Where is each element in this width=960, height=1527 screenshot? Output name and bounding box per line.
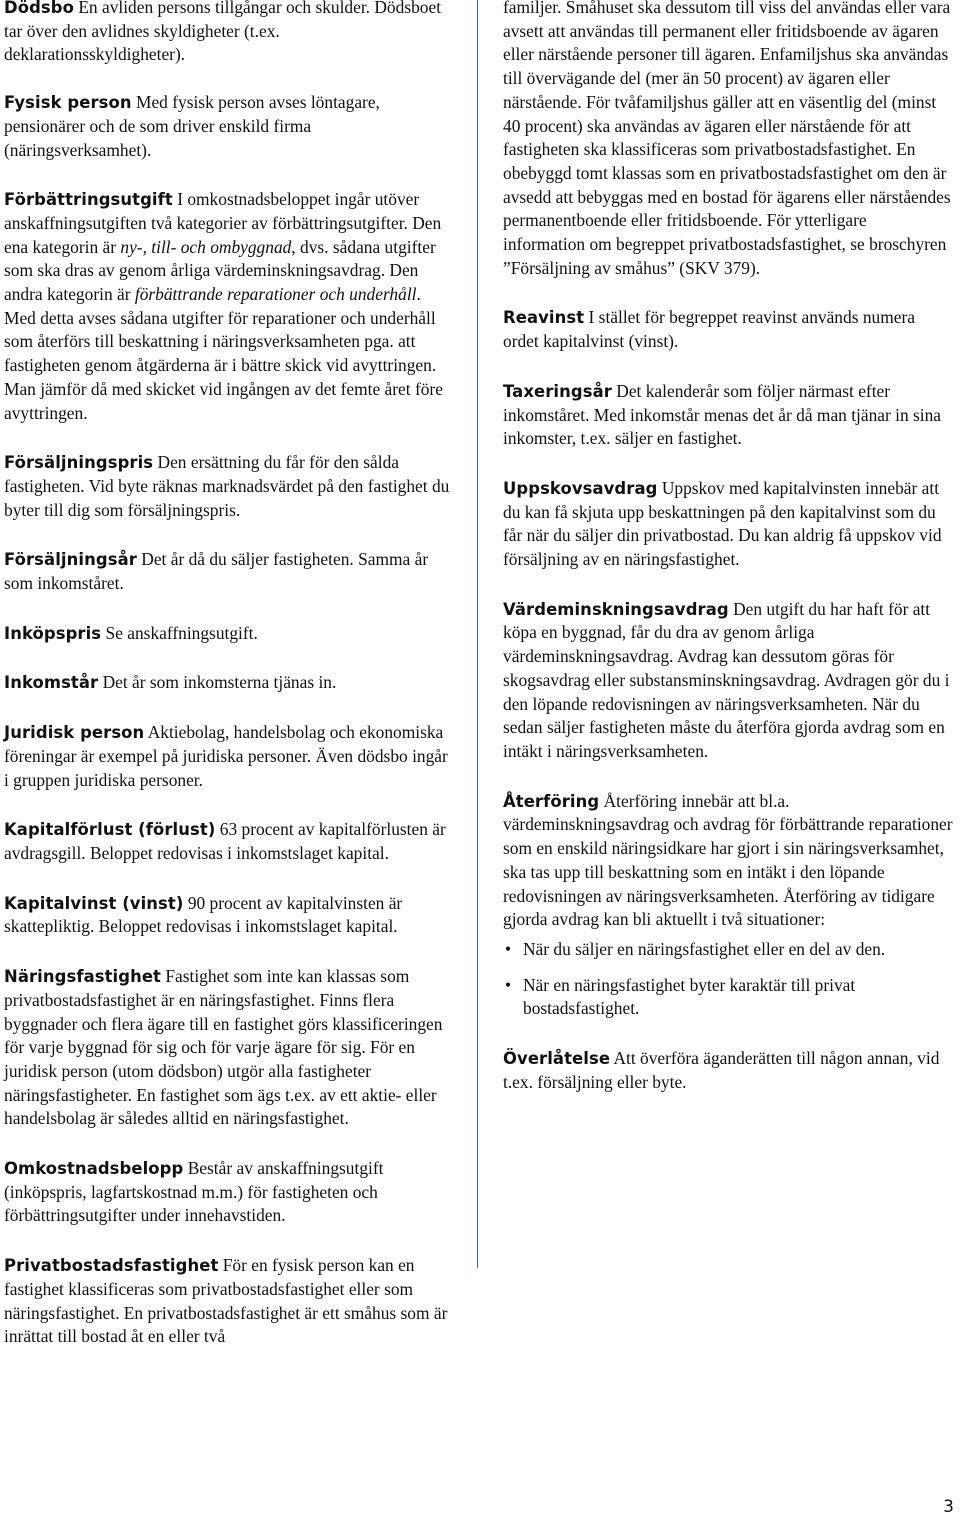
page-number: 3	[943, 1497, 954, 1517]
glossary-entry-vardeminskningsavdrag	[503, 598, 953, 764]
definition-reavinst: I stället för begreppet reavinst används numera ordet kapitalvinst (vinst).	[503, 307, 915, 352]
term-uppskovsavdrag: Uppskovsavdrag	[503, 478, 658, 498]
definition-omkostnadsbelopp: Består av anskaffningsutgift (inköpspris, lagfartskostnad m.m.) för fastigheten och förbättringsutgifter under innehavstiden.	[4, 1158, 384, 1226]
term-aterforing: Återföring	[503, 791, 600, 811]
definition-privatbostadsfastighet: För en fysisk person kan en fastighet klassificeras som privatbostadsfastighet eller som näringsfastighet. En privatbostadsfastighet är ett småhus som är inrättat till bostad åt en eller två	[4, 1255, 448, 1347]
definition-forbattringsutgift-part-1: I omkostnadsbeloppet ingår utöver anskaffningsutgiften två kategorier av förbättringsutgifter. Den ena kategorin är	[4, 189, 442, 257]
term-naringsfastighet: Näringsfastighet	[4, 967, 161, 987]
privatbostadsfastighet-continuation	[503, 0, 953, 280]
glossary-entry-aterforing	[503, 790, 953, 1021]
term-kapitalvinst: Kapitalvinst (vinst)	[4, 893, 184, 913]
bullet-icon: •	[505, 938, 512, 959]
definition-inkomstar: Det år som inkomsterna tjänas in.	[102, 672, 337, 693]
glossary-entry-privatbostadsfastighet	[4, 1254, 456, 1349]
column-divider	[477, 0, 478, 1268]
term-reavinst: Reavinst	[503, 308, 585, 328]
glossary-entry-forsaljningsar	[4, 548, 456, 595]
term-privatbostadsfastighet: Privatbostadsfastighet	[4, 1256, 219, 1276]
definition-kapitalforlust: 63 procent av kapitalförlusten är avdragsgill. Beloppet redovisas i inkomstslaget kapital.	[4, 819, 446, 863]
term-fysisk-person: Fysisk person	[4, 93, 132, 113]
bullet-icon: •	[505, 974, 512, 995]
list-item	[503, 938, 953, 962]
glossary-entry-omkostnadsbelopp	[4, 1157, 456, 1228]
term-vardeminskningsavdrag: Värdeminskningsavdrag	[503, 599, 729, 619]
left-column	[4, 0, 456, 1375]
definition-forbattringsutgift-italic-1: ny-, till- och ombyggnad	[120, 236, 292, 257]
definition-naringsfastighet: Fastighet som inte kan klassas som privatbostadsfastighet är en näringsfastighet. Finns flera byggnader och flera ägare till en fastighet görs klassificeringen för varje byggnad för sig och för varje ägare för sig. För en juridisk person (utom dödsbon) utgör alla fastigheter näringsfastigheter. En fastighet som ägs t.ex. av ett aktie- eller handelsbolag är således alltid en näringsfastighet.	[4, 966, 443, 1129]
right-column	[503, 0, 953, 1120]
glossary-entry-overlatelse	[503, 1047, 953, 1094]
term-dodsbo: Dödsbo	[4, 0, 74, 17]
glossary-entry-dodsbo	[4, 0, 456, 67]
definition-forsaljningspris: Den ersättning du får för den sålda fastigheten. Vid byte räknas marknadsvärdet på den fastighet du byter till dig som försäljningspris.	[4, 452, 450, 520]
aterforing-situations-list	[503, 938, 953, 1021]
term-inkopspris: Inköpspris	[4, 623, 102, 643]
term-forbattringsutgift: Förbättringsutgift	[4, 190, 173, 210]
glossary-entry-uppskovsavdrag	[503, 477, 953, 572]
definition-taxeringsar: Det kalenderår som följer närmast efter inkomståret. Med inkomstår menas det år då man tjänar in sina inkomster, t.ex. säljer en fastighet.	[503, 380, 942, 449]
definition-vardeminskningsavdrag: Den utgift du har haft för att köpa en byggnad, får du dra av genom årliga värdeminskningsavdrag. Avdrag kan dessutom göras för skogsavdrag eller substansminskningsavdrag. Avdragen gör du i den löpande redovisningen av näringsverksamheten. När du sedan säljer fastigheten måste du återföra gjorda avdrag som en intäkt i näringsverksamheten.	[503, 598, 950, 761]
definition-overlatelse: Att överföra äganderätten till någon annan, vid t.ex. försäljning eller byte.	[503, 1048, 940, 1092]
term-omkostnadsbelopp: Omkostnadsbelopp	[4, 1159, 184, 1179]
term-juridisk-person: Juridisk person	[4, 723, 145, 743]
continuation-text: familjer. Småhuset ska dessutom till viss del användas eller vara avsett att användas till permanent eller fritidsboende av ägaren eller närstående personer till ägaren. Enfamiljshus ska användas till övervägande del (mer än 50 procent) av ägaren eller närstående. För tvåfamiljshus gäller att en väsentlig del (minst 40 procent) ska användas av ägaren eller närstående för att fastigheten ska klassificeras som privatbostadsfastighet. En obebyggd tomt klassas som en privatbostadsfastighet om den är avsedd att bebyggas med en bostad för ägarens eller närståendes permanentboende eller fritidsboende. För ytterligare information om begreppet privatbostadsfastighet, se broschyren ”Försäljning av småhus” (SKV 379).	[503, 0, 951, 278]
glossary-entry-kapitalvinst	[4, 892, 456, 939]
glossary-entry-fysisk-person	[4, 91, 456, 162]
glossary-entry-taxeringsar	[503, 380, 953, 451]
glossary-entry-forsaljningspris	[4, 451, 456, 522]
glossary-entry-inkomstar	[4, 671, 456, 695]
definition-forsaljningsar: Det år då du säljer fastigheten. Samma år som inkomståret.	[4, 549, 429, 594]
definition-forbattringsutgift-part-2: , dvs. sådana utgifter som ska dras av genom årliga värdeminskningsavdrag. Den andra kategorin är	[4, 236, 436, 305]
term-taxeringsar: Taxeringsår	[503, 381, 612, 401]
definition-juridisk-person: Aktiebolag, handelsbolag och ekonomiska föreningar är exempel på juridiska personer. Även dödsbo ingår i gruppen juridiska personer.	[4, 722, 448, 790]
definition-aterforing: Återföring innebär att bl.a. värdeminskningsavdrag och avdrag för förbättrande reparationer som en enskild näringsidkare har gjort i sin näringsverksamhet, ska tas upp till beskattning som en intäkt i den löpande redovisningen av näringsverksamheten. Återföring av tidigare gjorda avdrag kan bli aktuellt i två situationer:	[503, 790, 953, 930]
list-item-text: När du säljer en näringsfastighet eller en del av den.	[523, 938, 886, 959]
glossary-entry-naringsfastighet	[4, 965, 456, 1131]
definition-inkopspris: Se anskaffningsutgift.	[105, 622, 258, 643]
definition-kapitalvinst: 90 procent av kapitalvinsten är skattepliktig. Beloppet redovisas i inkomstslaget kapital.	[4, 892, 403, 937]
definition-uppskovsavdrag: Uppskov med kapitalvinsten innebär att du kan få skjuta upp beskattningen på den kapitalvinst som du får när du säljer din privatbostad. Du kan aldrig få uppskov vid försäljning av en näringsfastighet.	[503, 477, 942, 570]
term-forsaljningspris: Försäljningspris	[4, 453, 154, 473]
term-overlatelse: Överlåtelse	[503, 1049, 611, 1069]
term-inkomstar: Inkomstår	[4, 673, 99, 693]
term-kapitalforlust: Kapitalförlust (förlust)	[4, 820, 216, 840]
definition-forbattringsutgift-italic-2: förbättrande reparationer och underhåll	[134, 284, 417, 305]
glossary-entry-juridisk-person	[4, 721, 456, 792]
list-item	[503, 974, 953, 1021]
list-item-text: När en näringsfastighet byter karaktär till privat bostadsfastighet.	[523, 974, 856, 1019]
glossary-entry-reavinst	[503, 306, 953, 353]
definition-forbattringsutgift-part-3: . Med detta avses sådana utgifter för reparationer och underhåll som återförs till beskattning i näringsverksamheten pga. att fastigheten genom åtgärderna är i bättre skick vid avyttringen. Man jämför då med skicket vid ingången av det femte året före avyttringen.	[4, 284, 443, 423]
term-forsaljningsar: Försäljningsår	[4, 550, 137, 570]
definition-fysisk-person: Med fysisk person avses löntagare, pensionärer och de som driver enskild firma (näringsverksamhet).	[4, 92, 380, 160]
definition-dodsbo: En avliden persons tillgångar och skulder. Dödsboet tar över den avlidnes skyldigheter (t.ex. deklarationsskyldigheter).	[4, 0, 442, 65]
glossary-entry-forbattringsutgift	[4, 188, 456, 425]
glossary-entry-inkopspris	[4, 622, 456, 646]
glossary-entry-kapitalforlust	[4, 818, 456, 865]
